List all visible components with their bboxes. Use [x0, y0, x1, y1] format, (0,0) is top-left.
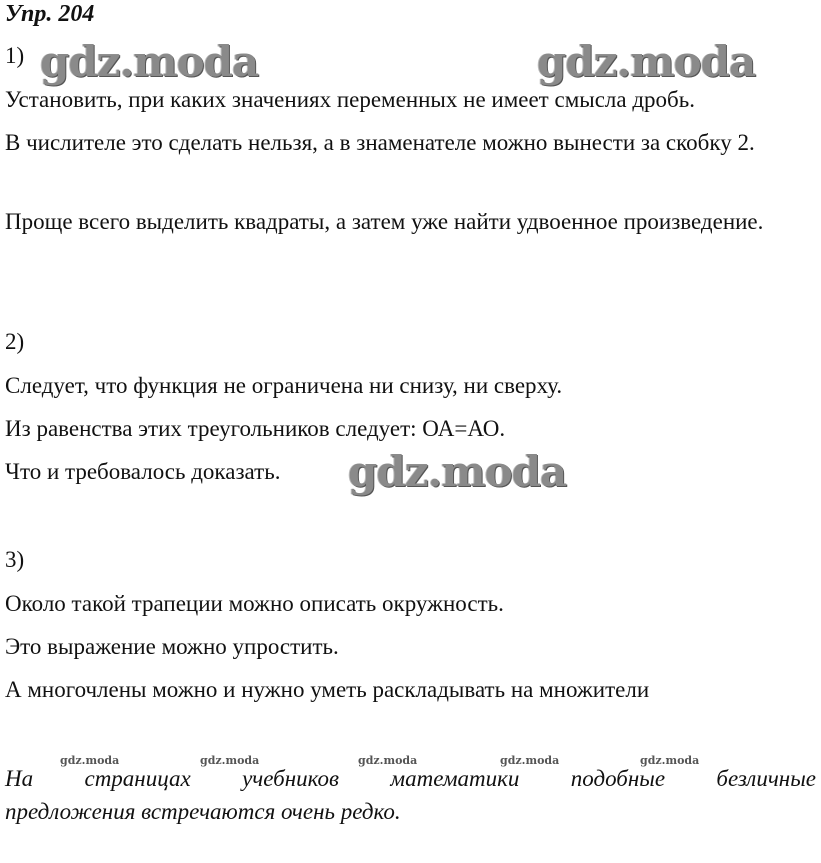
- watermark: gdz.moda: [348, 447, 567, 496]
- section-2-paragraph-2: Из равенства этих треугольников следует: ОА=АО.: [5, 416, 506, 441]
- section-1-number: 1): [5, 43, 25, 68]
- footer-line-2: предложения встречаются очень редко.: [5, 799, 401, 824]
- watermark: gdz.moda: [40, 37, 259, 86]
- section-2-paragraph-3: Что и требовалось доказать.: [5, 459, 281, 484]
- section-1-paragraph-1: Установить, при каких значениях переменных не имеет смысла дробь.: [5, 87, 695, 112]
- watermark-small: gdz.moda: [200, 754, 260, 767]
- watermark-small: gdz.moda: [60, 754, 120, 767]
- watermark-small: gdz.moda: [500, 754, 560, 767]
- section-2-paragraph-1: Следует, что функция не ограничена ни снизу, ни сверху.: [5, 373, 563, 398]
- footer-line-1: На страницах учебников математики подобные безличные: [5, 766, 816, 791]
- section-3-paragraph-3: А многочлены можно и нужно уметь раскладывать на множители: [5, 677, 650, 702]
- section-1-paragraph-2: В числителе это сделать нельзя, а в знаменателе можно вынести за скобку 2.: [5, 130, 755, 155]
- section-2-number: 2): [5, 329, 25, 354]
- section-1-paragraph-3: Проще всего выделить квадраты, а затем уже найти удвоенное произведение.: [5, 209, 764, 234]
- section-3-number: 3): [5, 547, 25, 572]
- exercise-title: Упр. 204: [5, 1, 95, 27]
- watermark: gdz.moda: [537, 37, 756, 86]
- section-3-paragraph-1: Около такой трапеции можно описать окружность.: [5, 591, 504, 616]
- section-3-paragraph-2: Это выражение можно упростить.: [5, 634, 339, 659]
- watermark-small: gdz.moda: [640, 754, 700, 767]
- watermark-small: gdz.moda: [358, 754, 418, 767]
